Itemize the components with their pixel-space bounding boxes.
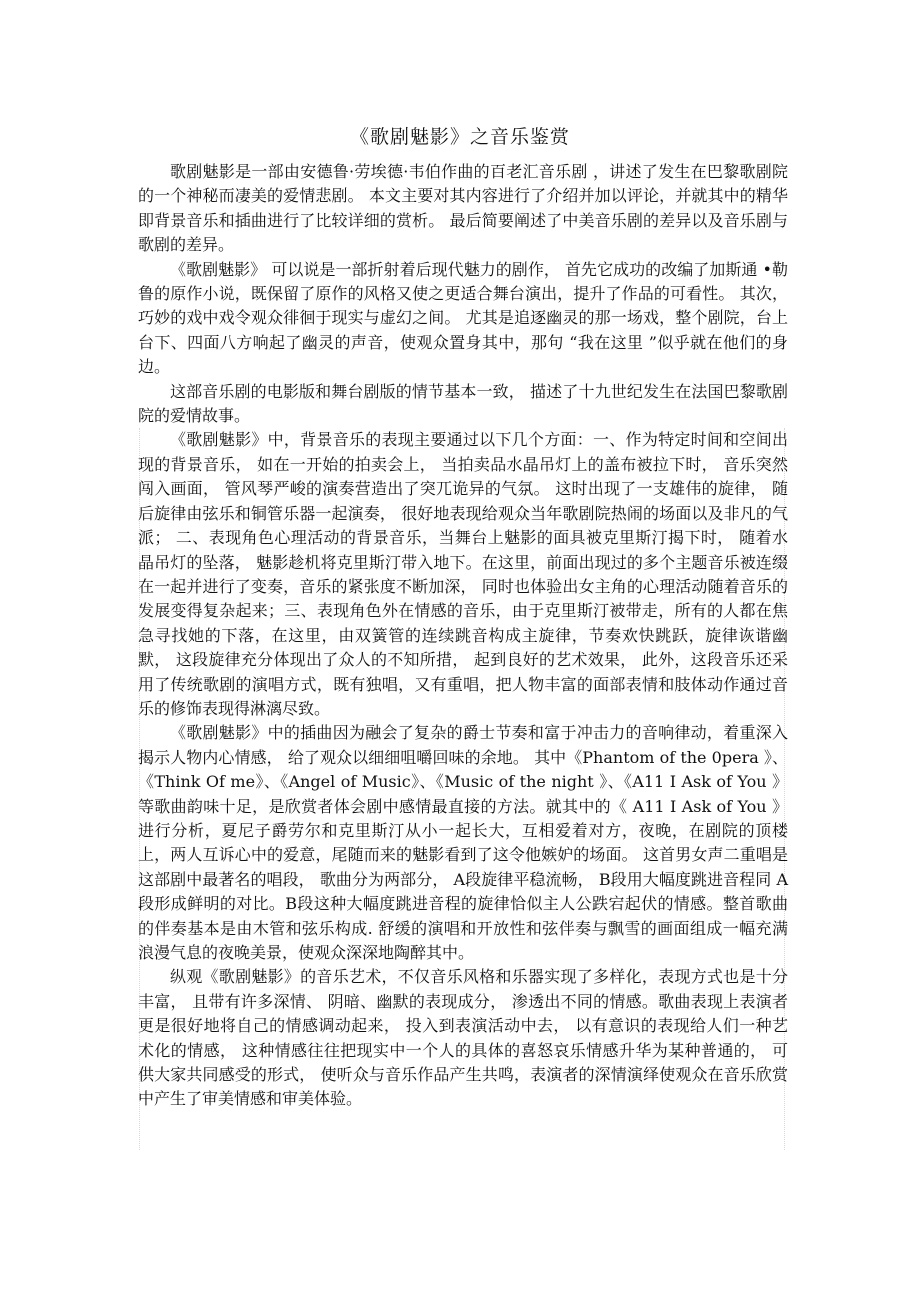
paragraph-background-music: 《歌剧魅影》中，背景音乐的表现主要通过以下几个方面：一、作为特定时间和空间出现的背景音乐， 如在一开始的拍卖会上， 当拍卖品水晶吊灯上的盖布被拉下时， 音乐突然闯入画面， 管风琴严峻的演奏营造出了突兀诡异的气氛。 这时出现了一支雄伟的旋律， 随后旋律由弦乐和铜管乐器一起演奏， 很好地表现给观众当年歌剧院热闹的场面以及非凡的气派； 二、表现角色心理活动的背景音乐，当舞台上魅影的面具被克里斯汀揭下时， 随着水晶吊灯的坠落， 魅影趁机将克里斯汀带入地下。在这里，前面出现过的多个主题音乐被连缀在一起并进行了变奏，音乐的紧张度不断加深， 同时也体验出女主角的心理活动随着音乐的发展变得复杂起来；三、表现角色外在情感的音乐，由于克里斯汀被带走，所有的人都在焦急寻找她的下落，在这里，由双簧管的连续跳音构成主旋律，节奏欢快跳跃，旋律诙谐幽默， 这段旋律充分体现出了众人的不知所措， 起到良好的艺术效果， 此外，这段音乐还采用了传统歌剧的演唱方式，既有独唱，又有重唱，把人物丰富的面部表情和肢体动作通过音乐的修饰表现得淋漓尽致。 bbox=[138, 430, 788, 718]
paragraph-songs: 《歌剧魅影》中的插曲因为融会了复杂的爵士节奏和富于冲击力的音响律动，着重深入揭示人物内心情感， 给了观众以细细咀嚼回味的余地。 其中《Phantom of the 0pera 》、《Think Of me》、《Angel of Music》、《Music of the night 》、《A11 I Ask of You 》等歌曲韵味十足，是欣赏者体会剧中感情最直接的方法。就其中的《 A11 I Ask of You 》进行分析，夏尼子爵劳尔和克里斯汀从小一起长大，互相爱着对方，夜晚，在剧院的顶楼上，两人互诉心中的爱意，尾随而来的魅影看到了这令他嫉妒的场面。 这首男女声二重唱是这部剧中最著名的唱段， 歌曲分为两部分， A段旋律平稳流畅， B段用大幅度跳进音程同 A段形成鲜明的对比。B段这种大幅度跳进音程的旋律恰似主人公跌宕起伏的情感。整首歌曲的伴奏基本是由木管和弦乐构成. 舒缓的演唱和开放性和弦伴奏与飘雪的画面组成一幅充满浪漫气息的夜晚美景，使观众深深地陶醉其中。 bbox=[138, 723, 788, 962]
document-title: 《歌剧魅影》之音乐鉴赏 bbox=[349, 126, 570, 148]
paragraph-plot: 这部音乐剧的电影版和舞台剧版的情节基本一致， 描述了十九世纪发生在法国巴黎歌剧院的爱情故事。 bbox=[138, 381, 788, 426]
paragraph-adaptation: 《歌剧魅影》 可以说是一部折射着后现代魅力的剧作， 首先它成功的改编了加斯通 •勒鲁的原作小说，既保留了原作的风格又使之更适合舞台演出，提升了作品的可看性。 其次，巧妙的戏中戏令观众徘徊于现实与虚幻之间。 尤其是追逐幽灵的那一场戏，整个剧院，台上台下、四面八方响起了幽灵的声音，使观众置身其中，那句 “我在这里 ”似乎就在他们的身边。 bbox=[138, 259, 788, 377]
paragraph-intro: 歌剧魅影是一部由安德鲁·劳埃德·韦伯作曲的百老汇音乐剧 ，讲述了发生在巴黎歌剧院的一个神秘而凄美的爱情悲剧。 本文主要对其内容进行了介绍并加以评论，并就其中的精华即背景音乐和插曲进行了比较详细的赏析。 最后简要阐述了中美音乐剧的差异以及音乐剧与歌剧的差异。 bbox=[138, 162, 788, 255]
paragraph-conclusion: 纵观《歌剧魅影》的音乐艺术，不仅音乐风格和乐器实现了多样化，表现方式也是十分丰富， 且带有许多深情、 阴暗、幽默的表现成分， 渗透出不同的情感。歌曲表现上表演者更是很好地将自己的情感调动起来， 投入到表演活动中去， 以有意识的表现给人们一种艺术化的情感， 这种情感往往把现实中一个人的具体的喜怒哀乐情感升华为某种普通的， 可供大家共同感受的形式， 使听众与音乐作品产生共鸣，表演者的深情演绎使观众在音乐欣赏中产生了审美情感和审美体验。 bbox=[138, 967, 788, 1109]
document-body bbox=[138, 160, 788, 1112]
